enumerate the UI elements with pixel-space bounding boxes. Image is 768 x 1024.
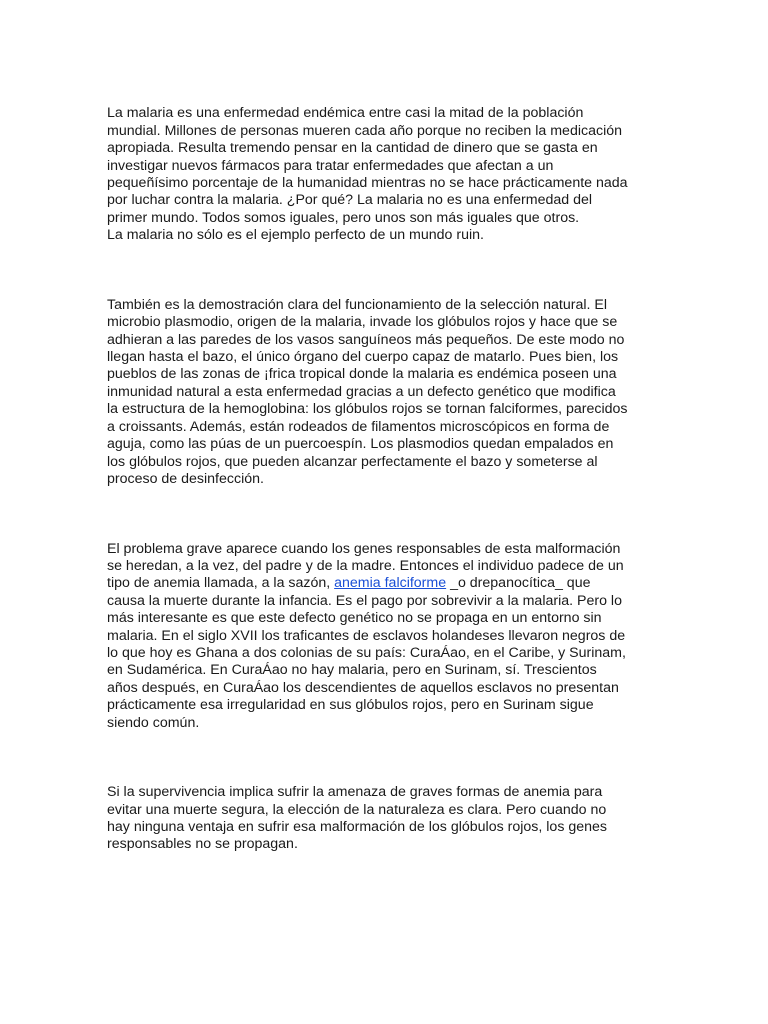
text-line: La malaria es una enfermedad endémica entre casi la mitad de la población [107, 105, 584, 122]
text-line: adhieran a las paredes de los vasos sanguíneos más pequeños. De este modo no [107, 331, 625, 348]
text-line: inmunidad natural a esta enfermedad gracias a un defecto genético que modifica [107, 383, 616, 400]
text-line: se heredan, a la vez, del padre y de la madre. Entonces el individuo padece de un [107, 557, 624, 574]
text-line: El problema grave aparece cuando los genes responsables de esta malformación [107, 540, 621, 557]
text-line: a croissants. Además, están rodeados de filamentos microscópicos en forma de [107, 418, 610, 435]
text-line: más interesante es que este defecto genético no se propaga en un entorno sin [107, 610, 602, 627]
text-line: investigar nuevos fármacos para tratar enfermedades que afectan a un [107, 157, 554, 174]
text-line: La malaria no sólo es el ejemplo perfecto de un mundo ruin. [107, 227, 484, 244]
text-line: en Sudamérica. En CuraÁao no hay malaria, pero en Surinam, sí. Trescientos [107, 662, 597, 679]
text-line: mundial. Millones de personas mueren cada año porque no reciben la medicación [107, 122, 623, 139]
paragraph-4 [107, 767, 667, 871]
link-line-prefix: tipo de anemia llamada, a la sazón, [107, 575, 335, 592]
text-line: prácticamente esa irregularidad en sus glóbulos rojos, pero en Surinam sigue [107, 697, 594, 714]
text-line: pueblos de las zonas de ¡frica tropical donde la malaria es endémica poseen una [107, 366, 617, 383]
text-line: por luchar contra la malaria. ¿Por qué? La malaria no es una enfermedad del [107, 192, 593, 209]
text-line: causa la muerte durante la infancia. Es el pago por sobrevivir a la malaria. Pero lo [107, 592, 622, 609]
text-line: malaria. En el siglo XVII los traficantes de esclavos holandeses llevaron negros de [107, 627, 626, 644]
text-line: siendo común. [107, 714, 200, 731]
document-body [107, 88, 667, 889]
paragraph-2 [107, 279, 667, 505]
text-line: También es la demostración clara del funcionamiento de la selección natural. El [107, 296, 607, 313]
text-line: lo que hoy es Ghana a dos colonias de su país: CuraÁao, en el Caribe, y Surinam, [107, 644, 626, 661]
text-line: primer mundo. Todos somos iguales, pero unos son más iguales que otros. [107, 209, 580, 226]
text-line: los glóbulos rojos, que pueden alcanzar perfectamente el bazo y someterse al [107, 453, 598, 470]
text-line: evitar una muerte segura, la elección de la naturaleza es clara. Pero cuando no [107, 801, 607, 818]
text-line: hay ninguna ventaja en sufrir esa malformación de los glóbulos rojos, los genes [107, 819, 608, 836]
text-line-with-link [107, 575, 667, 592]
link-line-suffix: _o drepanocítica_ que [446, 575, 591, 592]
text-line: llegan hasta el bazo, el único órgano del cuerpo capaz de matarlo. Pues bien, los [107, 349, 619, 366]
text-line: proceso de desinfección. [107, 470, 264, 487]
text-line: la estructura de la hemoglobina: los glóbulos rojos se tornan falciformes, parecidos [107, 401, 628, 418]
text-line: responsables no se propagan. [107, 836, 298, 853]
text-line: microbio plasmodio, origen de la malaria, invade los glóbulos rojos y hace que se [107, 314, 618, 331]
anemia-falciforme-link[interactable]: anemia falciforme [334, 575, 447, 592]
paragraph-3 [107, 523, 667, 749]
text-line: aguja, como las púas de un puercoespín. Los plasmodios quedan empalados en [107, 436, 614, 453]
text-line: Si la supervivencia implica sufrir la amenaza de graves formas de anemia para [107, 784, 603, 801]
text-line: pequeñísimo porcentaje de la humanidad mientras no se hace prácticamente nada [107, 175, 628, 192]
text-line: años después, en CuraÁao los descendientes de aquellos esclavos no presentan [107, 679, 619, 696]
text-line: apropiada. Resulta tremendo pensar en la cantidad de dinero que se gasta en [107, 140, 598, 157]
paragraph-1 [107, 88, 667, 262]
